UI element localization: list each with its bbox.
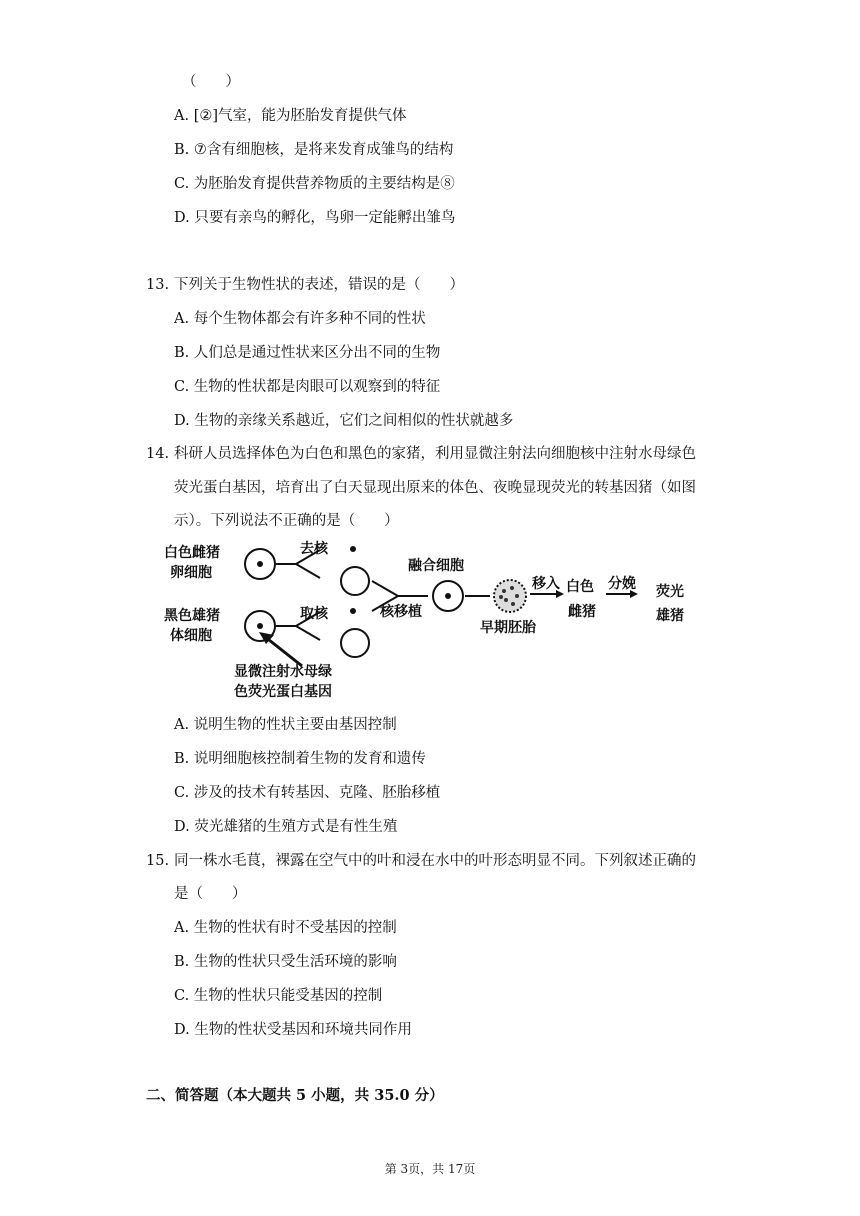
q14-stem-line-1: 科研人员选择体色为白色和黑色的家猪，利用显微注射法向细胞核中注射水母绿色 bbox=[174, 446, 696, 462]
fig-microinjection-label-2: 色荧光蛋白基因 bbox=[234, 684, 332, 700]
q15-option-d: D. 生物的性状受基因和环境共同作用 bbox=[174, 1022, 412, 1038]
fig-nuclear-transfer-label: 核移植 bbox=[380, 604, 422, 620]
q12-paren: （ ） bbox=[182, 74, 240, 90]
early-embryo bbox=[494, 580, 526, 612]
fig-white-sow-2-label-2: 雌猪 bbox=[568, 604, 596, 620]
fig-white-sow-label-2: 卵细胞 bbox=[170, 565, 212, 581]
leftover-body-cell bbox=[341, 629, 369, 657]
enucleated-egg bbox=[341, 567, 369, 595]
q15-option-c: C. 生物的性状只能受基因的控制 bbox=[174, 988, 383, 1004]
q13-number: 13. bbox=[146, 277, 170, 293]
egg-nucleus bbox=[257, 561, 263, 567]
q12-option-c: C. 为胚胎发育提供营养物质的主要结构是⑧ bbox=[174, 176, 455, 192]
q15-stem-line-1: 同一株水毛茛，裸露在空气中的叶和浸在水中的叶形态明显不同。下列叙述正确的 bbox=[174, 853, 696, 869]
q13-stem: 下列关于生物性状的表述，错误的是（ ） bbox=[174, 277, 464, 293]
q15-stem-line-2: 是（ ） bbox=[174, 886, 247, 902]
section-heading: 二、简答题（本大题共 5 小题，共 35.0 分） bbox=[146, 1087, 444, 1104]
fig-white-sow-2-label-1: 白色 bbox=[566, 579, 594, 595]
fig-remove-nucleus-label: 去核 bbox=[300, 541, 328, 557]
q14-option-a: A. 说明生物的性状主要由基因控制 bbox=[174, 717, 397, 733]
fused-cell-nucleus bbox=[445, 593, 451, 599]
q14-stem-line-3: 示）。下列说法不正确的是（ ） bbox=[174, 513, 399, 529]
q13-option-c: C. 生物的性状都是肉眼可以观察到的特征 bbox=[174, 379, 441, 395]
removed-nucleus-dot bbox=[350, 546, 356, 552]
q14-cloning-diagram bbox=[160, 536, 720, 706]
q12-option-d: D. 只要有亲鸟的孵化，鸟卵一定能孵出雏鸟 bbox=[174, 210, 456, 226]
q15-option-a: A. 生物的性状有时不受基因的控制 bbox=[174, 920, 397, 936]
fig-fluorescent-boar-label-2: 雄猪 bbox=[656, 608, 684, 624]
q14-option-d: D. 荧光雄猪的生殖方式是有性生殖 bbox=[174, 819, 398, 835]
q12-option-a: A. [②]气室，能为胚胎发育提供气体 bbox=[174, 108, 407, 124]
q14-option-b: B. 说明细胞核控制着生物的发育和遗传 bbox=[174, 751, 426, 767]
fig-fused-cell-label: 融合细胞 bbox=[408, 558, 464, 574]
q13-option-a: A. 每个生物体都会有许多种不同的性状 bbox=[174, 311, 426, 327]
q13-option-d: D. 生物的亲缘关系越近，它们之间相似的性状就越多 bbox=[174, 413, 514, 429]
page-footer: 第 3页，共 17页 bbox=[384, 1162, 476, 1176]
fig-early-embryo-label: 早期胚胎 bbox=[480, 620, 536, 636]
fig-delivery-label: 分娩 bbox=[608, 576, 636, 592]
q13-option-b: B. 人们总是通过性状来区分出不同的生物 bbox=[174, 345, 441, 361]
body-cell-nucleus bbox=[257, 623, 263, 629]
fig-take-nucleus-label: 取核 bbox=[300, 606, 328, 622]
q14-stem-line-2: 荧光蛋白基因，培育出了白天显现出原来的体色、夜晚显现荧光的转基因猪（如图 bbox=[174, 480, 696, 496]
taken-nucleus-dot bbox=[350, 608, 356, 614]
fig-fluorescent-boar-label-1: 荧光 bbox=[656, 584, 684, 600]
fig-white-sow-label-1: 白色雌猪 bbox=[164, 545, 220, 561]
q14-option-c: C. 涉及的技术有转基因、克隆、胚胎移植 bbox=[174, 785, 441, 801]
fig-black-boar-label-1: 黑色雄猪 bbox=[164, 608, 220, 624]
q12-option-b: B. ⑦含有细胞核，是将来发育成雏鸟的结构 bbox=[174, 142, 454, 158]
q15-number: 15. bbox=[146, 853, 170, 869]
q15-option-b: B. 生物的性状只受生活环境的影响 bbox=[174, 954, 397, 970]
fig-black-boar-label-2: 体细胞 bbox=[170, 628, 212, 644]
q14-number: 14. bbox=[146, 446, 170, 462]
fig-microinjection-label-1: 显微注射水母绿 bbox=[234, 664, 332, 680]
fig-transfer-in-label: 移入 bbox=[532, 576, 560, 592]
